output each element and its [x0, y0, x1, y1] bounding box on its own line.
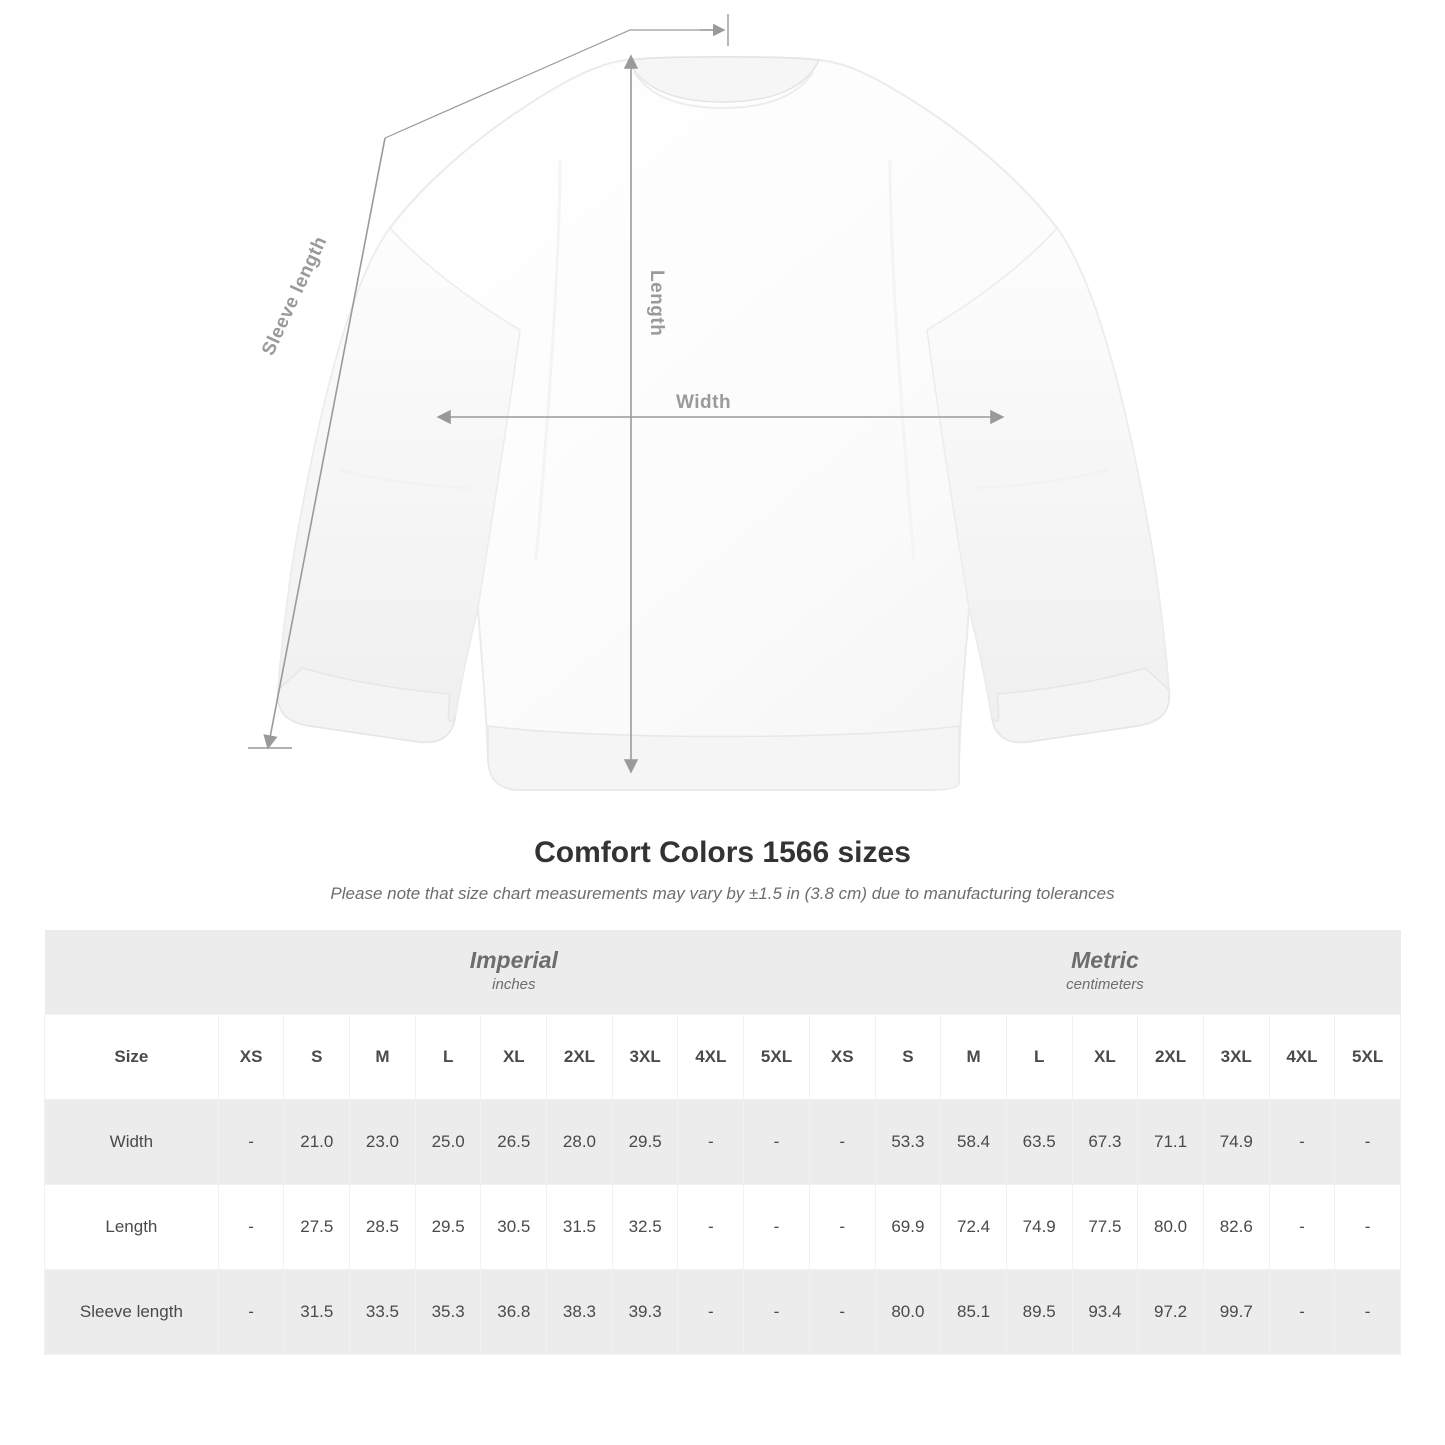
row-label-width: Width — [45, 1100, 219, 1185]
unit-name-metric: Metric — [1071, 946, 1139, 973]
cell-width-imperial-3xl: 29.5 — [612, 1100, 678, 1185]
cell-sleeve-imperial-4xl: - — [678, 1270, 744, 1355]
cell-length-imperial-l: 29.5 — [415, 1185, 481, 1270]
unit-header-imperial — [218, 930, 809, 1015]
header-size-imperial-m: M — [350, 1015, 416, 1100]
cell-width-metric-xs: - — [809, 1100, 875, 1185]
header-size-imperial-2xl: 2XL — [547, 1015, 613, 1100]
unit-sub-metric: centimeters — [1066, 976, 1144, 994]
row-label-sleeve-length: Sleeve length — [45, 1270, 219, 1355]
cell-width-imperial-xs: - — [218, 1100, 284, 1185]
header-size-metric-m: M — [941, 1015, 1007, 1100]
cell-width-metric-3xl: 74.9 — [1203, 1100, 1269, 1185]
length-label: Length — [646, 270, 667, 337]
header-size-imperial-3xl: 3XL — [612, 1015, 678, 1100]
unit-sub-imperial: inches — [492, 976, 536, 994]
header-size-metric-xs: XS — [809, 1015, 875, 1100]
header-size-metric-2xl: 2XL — [1138, 1015, 1204, 1100]
cell-sleeve-metric-3xl: 99.7 — [1203, 1270, 1269, 1355]
cell-sleeve-metric-m: 85.1 — [941, 1270, 1007, 1355]
header-size-metric-xl: XL — [1072, 1015, 1138, 1100]
cell-sleeve-imperial-s: 31.5 — [284, 1270, 350, 1355]
unit-header-metric — [809, 930, 1400, 1015]
cell-sleeve-metric-xl: 93.4 — [1072, 1270, 1138, 1355]
size-header-row — [45, 1015, 1401, 1100]
header-size-imperial-s: S — [284, 1015, 350, 1100]
cell-length-metric-l: 74.9 — [1006, 1185, 1072, 1270]
header-size-imperial-4xl: 4XL — [678, 1015, 744, 1100]
cell-sleeve-metric-l: 89.5 — [1006, 1270, 1072, 1355]
size-table — [44, 930, 1401, 1355]
header-size-imperial-xl: XL — [481, 1015, 547, 1100]
table-row-length — [45, 1185, 1401, 1270]
cell-width-imperial-5xl: - — [744, 1100, 810, 1185]
header-size-imperial-xs: XS — [218, 1015, 284, 1100]
cell-width-metric-4xl: - — [1269, 1100, 1335, 1185]
header-size-metric-5xl: 5XL — [1335, 1015, 1401, 1100]
header-size-imperial-5xl: 5XL — [744, 1015, 810, 1100]
width-label: Width — [676, 392, 732, 413]
size-table-wrapper — [44, 930, 1401, 1355]
sweatshirt-shape — [278, 57, 1169, 790]
header-size-imperial-l: L — [415, 1015, 481, 1100]
header-size-metric-4xl: 4XL — [1269, 1015, 1335, 1100]
cell-length-imperial-xs: - — [218, 1185, 284, 1270]
cell-width-metric-m: 58.4 — [941, 1100, 1007, 1185]
header-size: Size — [45, 1015, 219, 1100]
cell-sleeve-metric-5xl: - — [1335, 1270, 1401, 1355]
cell-length-metric-s: 69.9 — [875, 1185, 941, 1270]
unit-header-row — [45, 930, 1401, 1015]
title-block — [0, 836, 1445, 904]
cell-width-imperial-s: 21.0 — [284, 1100, 350, 1185]
cell-width-imperial-4xl: - — [678, 1100, 744, 1185]
cell-sleeve-metric-s: 80.0 — [875, 1270, 941, 1355]
cell-sleeve-imperial-2xl: 38.3 — [547, 1270, 613, 1355]
cell-length-imperial-xl: 30.5 — [481, 1185, 547, 1270]
cell-length-metric-xs: - — [809, 1185, 875, 1270]
cell-sleeve-metric-xs: - — [809, 1270, 875, 1355]
cell-length-imperial-m: 28.5 — [350, 1185, 416, 1270]
cell-length-imperial-2xl: 31.5 — [547, 1185, 613, 1270]
cell-length-metric-2xl: 80.0 — [1138, 1185, 1204, 1270]
header-size-metric-l: L — [1006, 1015, 1072, 1100]
cell-width-metric-5xl: - — [1335, 1100, 1401, 1185]
cell-width-metric-l: 63.5 — [1006, 1100, 1072, 1185]
table-row-width — [45, 1100, 1401, 1185]
cell-sleeve-metric-4xl: - — [1269, 1270, 1335, 1355]
cell-length-imperial-4xl: - — [678, 1185, 744, 1270]
sleeve-length-label: Sleeve length — [258, 233, 332, 359]
cell-width-metric-xl: 67.3 — [1072, 1100, 1138, 1185]
cell-width-imperial-m: 23.0 — [350, 1100, 416, 1185]
cell-length-metric-5xl: - — [1335, 1185, 1401, 1270]
cell-length-metric-3xl: 82.6 — [1203, 1185, 1269, 1270]
cell-sleeve-imperial-xs: - — [218, 1270, 284, 1355]
cell-width-imperial-xl: 26.5 — [481, 1100, 547, 1185]
cell-sleeve-imperial-3xl: 39.3 — [612, 1270, 678, 1355]
cell-sleeve-imperial-l: 35.3 — [415, 1270, 481, 1355]
tolerance-note: Please note that size chart measurements may vary by ±1.5 in (3.8 cm) due to manufacturing tolerances — [330, 884, 1115, 903]
header-size-metric-s: S — [875, 1015, 941, 1100]
cell-width-imperial-l: 25.0 — [415, 1100, 481, 1185]
cell-length-imperial-5xl: - — [744, 1185, 810, 1270]
row-label-length: Length — [45, 1185, 219, 1270]
cell-width-imperial-2xl: 28.0 — [547, 1100, 613, 1185]
cell-width-metric-s: 53.3 — [875, 1100, 941, 1185]
cell-length-metric-xl: 77.5 — [1072, 1185, 1138, 1270]
unit-name-imperial: Imperial — [469, 946, 558, 973]
cell-width-metric-2xl: 71.1 — [1138, 1100, 1204, 1185]
cell-sleeve-imperial-m: 33.5 — [350, 1270, 416, 1355]
cell-length-imperial-s: 27.5 — [284, 1185, 350, 1270]
cell-sleeve-imperial-5xl: - — [744, 1270, 810, 1355]
cell-length-imperial-3xl: 32.5 — [612, 1185, 678, 1270]
cell-sleeve-imperial-xl: 36.8 — [481, 1270, 547, 1355]
unit-corner-cell — [45, 930, 219, 1015]
cell-sleeve-metric-2xl: 97.2 — [1138, 1270, 1204, 1355]
header-size-metric-3xl: 3XL — [1203, 1015, 1269, 1100]
table-row-sleeve-length — [45, 1270, 1401, 1355]
cell-length-metric-4xl: - — [1269, 1185, 1335, 1270]
page-title: Comfort Colors 1566 sizes — [534, 836, 911, 869]
cell-length-metric-m: 72.4 — [941, 1185, 1007, 1270]
